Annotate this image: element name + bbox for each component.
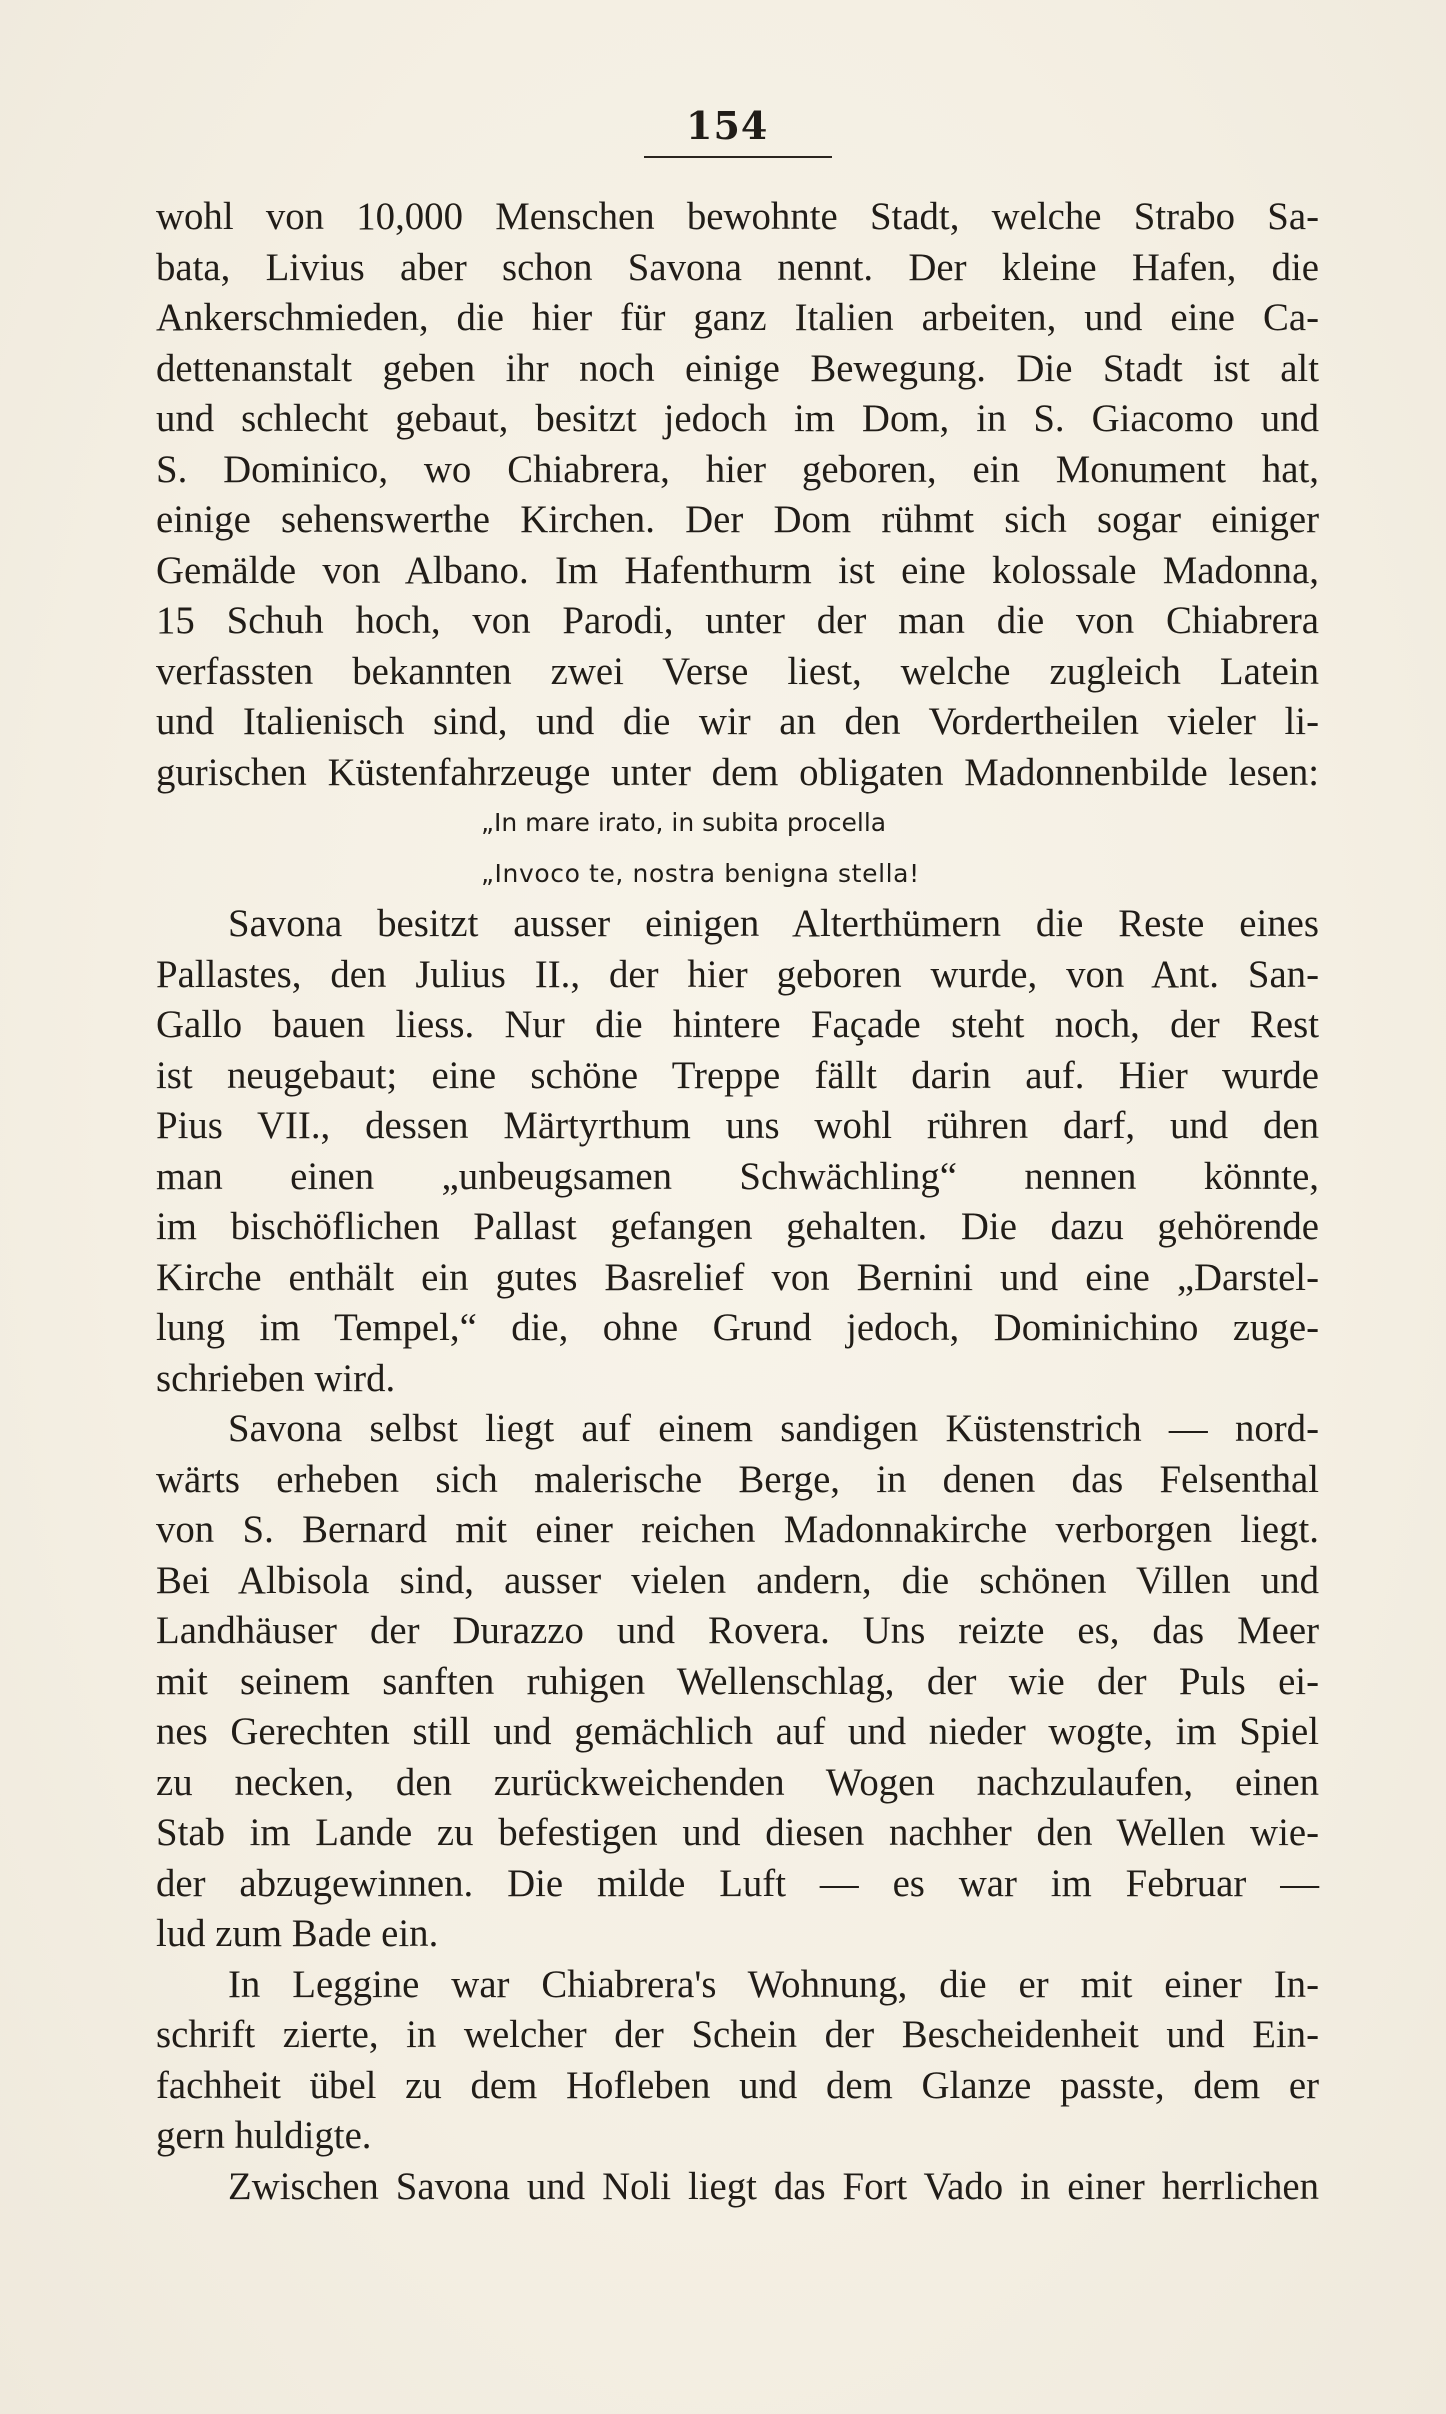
paragraph-end: schrieben wird. xyxy=(156,1356,396,1400)
text-line: wohl von 10,000 Menschen bewohnte Stadt, welche Strabo Sa- xyxy=(156,195,1319,238)
paragraph-start: Zwischen Savona und Noli liegt das Fort Vado in einer herrlichen xyxy=(228,2164,1319,2208)
paragraph-end: lud zum Bade ein. xyxy=(156,1912,439,1955)
text-line: 15 Schuh hoch, von Parodi, unter der man die von Chiabrera xyxy=(156,599,1319,642)
text-line: von S. Bernard mit einer reichen Madonnakirche verborgen liegt. xyxy=(156,1508,1319,1551)
page-number: 154 xyxy=(686,103,769,148)
text-line: verfassten bekannten zwei Verse liest, welche zugleich Latein xyxy=(156,649,1319,693)
text-line: gurischen Küstenfahrzeuge unter dem obligaten Madonnenbilde lesen: xyxy=(156,750,1319,794)
text-line: Pallastes, den Julius II., der hier geboren wurde, von Ant. San- xyxy=(156,952,1319,996)
text-line: dettenanstalt geben ihr noch einige Bewegung. Die Stadt ist alt xyxy=(156,346,1319,390)
text-line: und schlecht gebaut, besitzt jedoch im Dom, in S. Giacomo und xyxy=(156,397,1319,440)
paragraph-end: gern huldigte. xyxy=(156,2114,372,2157)
paragraph-start: Savona besitzt ausser einigen Alterthümern die Reste eines xyxy=(228,902,1319,945)
text-line: der abzugewinnen. Die milde Luft — es war im Februar — xyxy=(156,1861,1319,1905)
text-line: Kirche enthält ein gutes Basrelief von Bernini und eine „Darstel- xyxy=(156,1255,1319,1299)
text-line: bata, Livius aber schon Savona nennt. Der kleine Hafen, die xyxy=(156,245,1319,289)
text-line: ist neugebaut; eine schöne Treppe fällt darin auf. Hier wurde xyxy=(156,1053,1319,1097)
text-line: im bischöflichen Pallast gefangen gehalten. Die dazu gehörende xyxy=(156,1205,1319,1248)
verse-line: „In mare irato, in subita procella xyxy=(481,808,887,837)
text-line: Bei Albisola sind, ausser vielen andern, die schönen Villen und xyxy=(156,1558,1319,1602)
text-line: fachheit übel zu dem Hofleben und dem Glanze passte, dem er xyxy=(156,2063,1319,2107)
text-line: Landhäuser der Durazzo und Rovera. Uns reizte es, das Meer xyxy=(156,1609,1319,1652)
header-rule xyxy=(644,156,832,158)
text-line: man einen „unbeugsamen Schwächling“ nennen könnte, xyxy=(156,1154,1319,1198)
text-line: Gemälde von Albano. Im Hafenthurm ist eine kolossale Madonna, xyxy=(156,548,1319,592)
verse-line: „Invoco te, nostra benigna stella! xyxy=(481,858,920,888)
text-line: Ankerschmieden, die hier für ganz Italien arbeiten, und eine Ca- xyxy=(156,296,1319,339)
text-line: S. Dominico, wo Chiabrera, hier geboren, ein Monument hat, xyxy=(156,447,1319,491)
text-line: Pius VII., dessen Märtyrthum uns wohl rühren darf, und den xyxy=(156,1104,1319,1147)
paragraph-start: In Leggine war Chiabrera's Wohnung, die er mit einer In- xyxy=(228,1962,1319,2006)
text-line: nes Gerechten still und gemächlich auf und nieder wogte, im Spiel xyxy=(156,1710,1319,1753)
body-text xyxy=(156,192,1319,2212)
text-line: schrift zierte, in welcher der Schein der Bescheidenheit und Ein- xyxy=(156,2013,1319,2056)
text-line: und Italienisch sind, und die wir an den Vordertheilen vieler li- xyxy=(156,700,1319,743)
text-line: lung im Tempel,“ die, ohne Grund jedoch, Dominichino zuge- xyxy=(156,1306,1319,1349)
text-line: einige sehenswerthe Kirchen. Der Dom rühmt sich sogar einiger xyxy=(156,498,1319,541)
paragraph-start: Savona selbst liegt auf einem sandigen Küstenstrich — nord- xyxy=(228,1407,1319,1450)
text-line: zu necken, den zurückweichenden Wogen nachzulaufen, einen xyxy=(156,1760,1319,1804)
text-line: wärts erheben sich malerische Berge, in denen das Felsenthal xyxy=(156,1457,1319,1501)
text-line: Gallo bauen liess. Nur die hintere Façade steht noch, der Rest xyxy=(156,1003,1319,1046)
text-line: Stab im Lande zu befestigen und diesen nachher den Wellen wie- xyxy=(156,1811,1319,1854)
text-line: mit seinem sanften ruhigen Wellenschlag, der wie der Puls ei- xyxy=(156,1659,1319,1703)
